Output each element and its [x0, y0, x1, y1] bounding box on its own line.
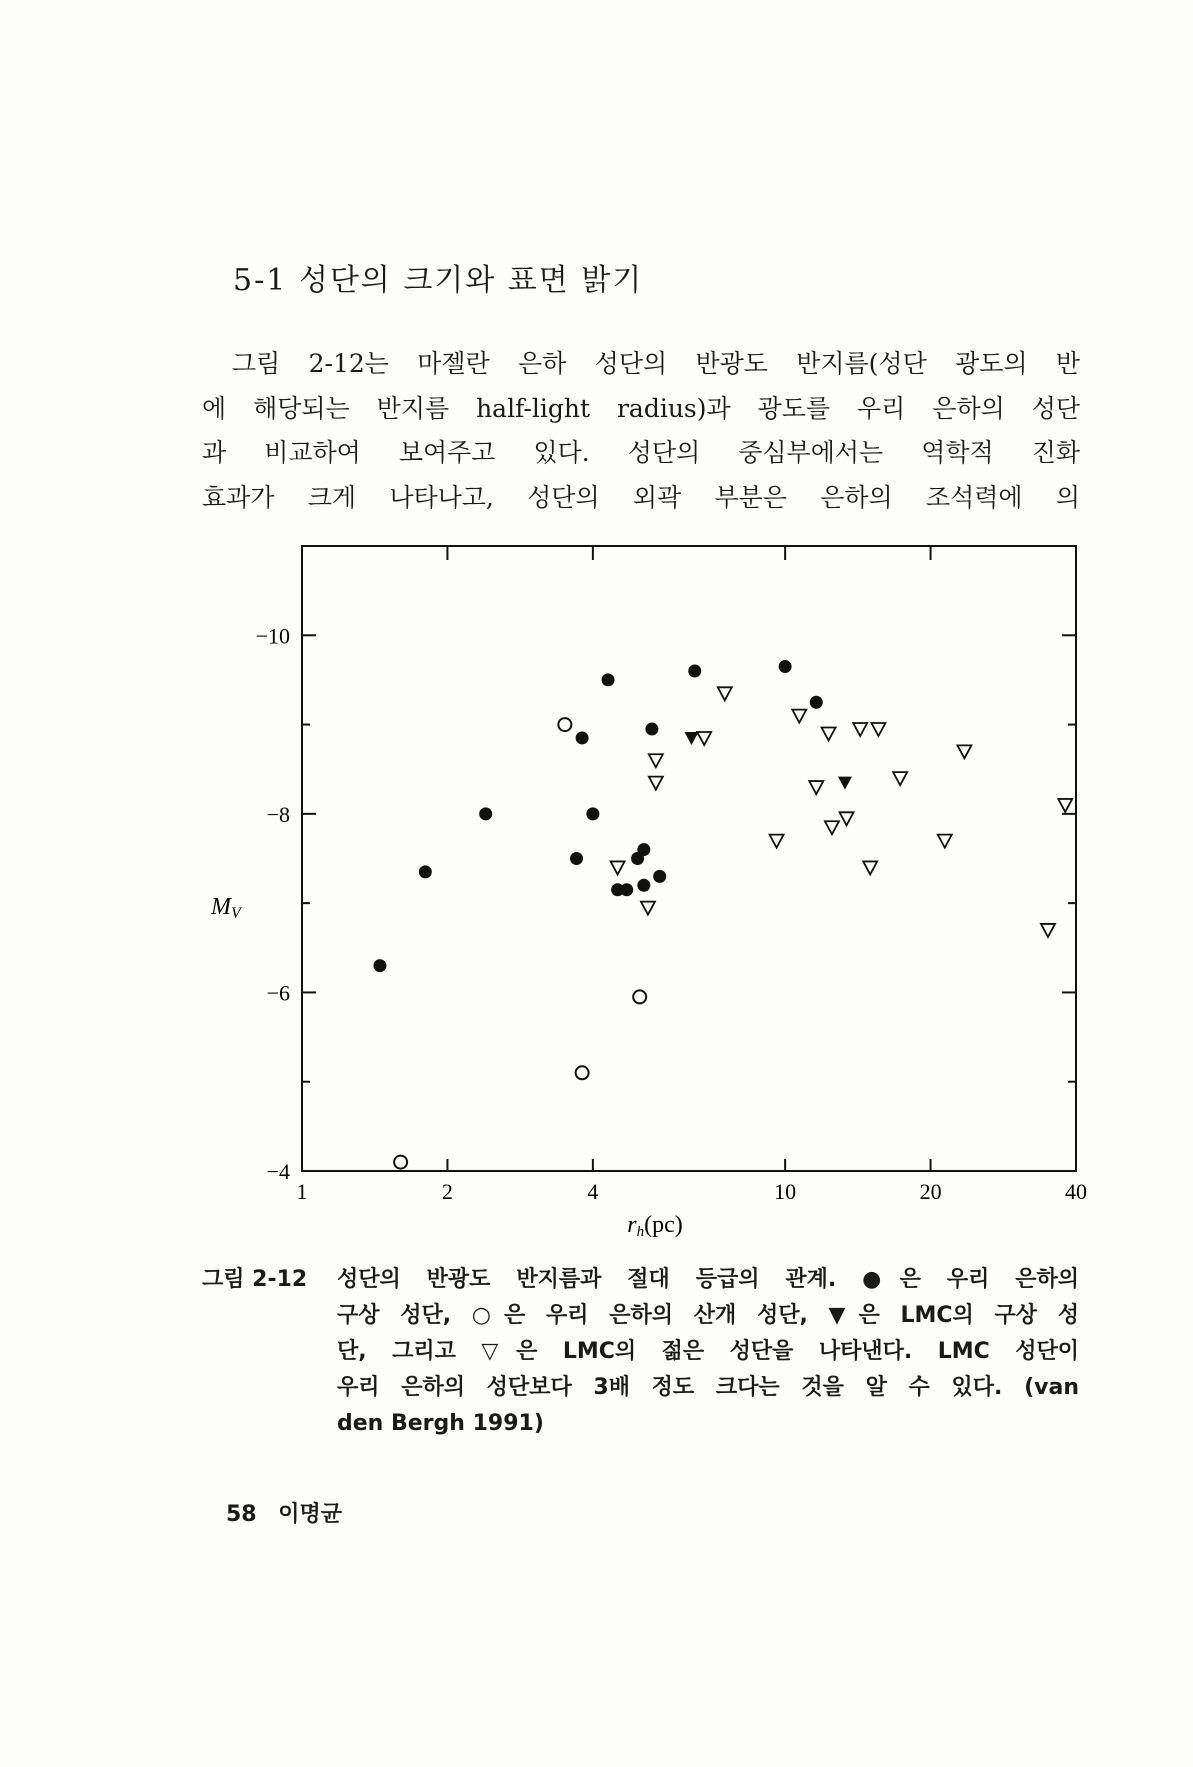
open-triangle-point — [1041, 924, 1055, 937]
y-axis-label-main: M — [211, 894, 231, 920]
y-tick-label: −10 — [255, 623, 290, 649]
open-triangle-point — [840, 812, 854, 825]
x-axis-label-unit: (pc) — [644, 1212, 683, 1238]
filled-circle-point — [653, 870, 666, 883]
filled-circle-point — [645, 723, 658, 736]
filled-circle-point — [602, 673, 615, 686]
caption-line: 단, 그리고 ▽은 LMC의 젊은 성단을 나타낸다. LMC 성단이 — [337, 1339, 1079, 1364]
filled-triangle-point — [684, 732, 698, 745]
filled-circle-point — [479, 807, 492, 820]
paragraph-line: 과 비교하여 보여주고 있다. 성단의 중심부에서는 역학적 진화 — [202, 438, 1080, 467]
open-triangle-point — [938, 835, 952, 848]
open-triangle-point — [641, 902, 655, 915]
caption-line: den Bergh 1991) — [337, 1411, 544, 1436]
open-triangle-point — [718, 687, 732, 700]
x-axis-ticks — [297, 546, 1088, 1204]
open-triangle-point — [649, 754, 663, 767]
open-triangle-point — [957, 745, 971, 758]
caption-line: 구상 성단, ○은 우리 은하의 산개 성단, ▼은 LMC의 구상 성 — [337, 1303, 1079, 1328]
filled-circle-point — [419, 865, 432, 878]
filled-circle-point — [586, 807, 599, 820]
open-triangle-point — [697, 732, 711, 745]
filled-circle-point — [620, 883, 633, 896]
filled-circle-point — [779, 660, 792, 673]
y-axis-ticks — [256, 623, 1076, 1184]
open-triangle-point — [893, 772, 907, 785]
x-axis-label-sub: h — [636, 1224, 645, 1240]
x-tick-label: 4 — [587, 1179, 599, 1204]
filled-circle-point — [637, 879, 650, 892]
x-axis-label-main: r — [627, 1212, 637, 1238]
open-circle-point — [558, 718, 571, 731]
paragraph-line: 그림 2-12는 마젤란 은하 성단의 반광도 반지름(성단 광도의 반 — [232, 349, 1080, 378]
x-tick-label: 2 — [441, 1179, 453, 1204]
open-circle-point — [394, 1156, 407, 1169]
x-axis-label — [627, 1212, 682, 1240]
open-triangle-point — [822, 728, 836, 741]
x-tick-label: 10 — [774, 1179, 797, 1204]
page-number: 58 — [226, 1502, 257, 1527]
caption-line: 우리 은하의 성단보다 3배 정도 크다는 것을 알 수 있다. (van — [337, 1375, 1079, 1400]
open-triangle-point — [649, 777, 663, 790]
filled-circle-point — [373, 959, 386, 972]
open-circle-point — [633, 990, 646, 1003]
x-tick-label: 40 — [1065, 1179, 1087, 1204]
y-tick-label: −4 — [266, 1159, 290, 1184]
open-triangle-point — [809, 781, 823, 794]
filled-circle-point — [810, 696, 823, 709]
open-triangle-point — [792, 710, 806, 723]
section-title: 5-1 성단의 크기와 표면 밝기 — [233, 263, 644, 298]
author-name: 이명균 — [278, 1502, 343, 1527]
caption-line: 성단의 반광도 반지름과 절대 등급의 관계. ●은 우리 은하의 — [337, 1267, 1079, 1292]
plot-frame — [302, 546, 1076, 1171]
filled-circle-point — [688, 665, 701, 678]
y-axis-label-sub: V — [231, 905, 241, 922]
open-triangle-point — [770, 835, 784, 848]
filled-triangle-point — [838, 777, 852, 790]
filled-circle-point — [576, 731, 589, 744]
y-axis-label — [210, 894, 243, 922]
open-triangle-point — [1058, 799, 1072, 812]
open-triangle-point — [853, 723, 867, 736]
paragraph-line: 에 해당되는 반지름 half-light radius)과 광도를 우리 은하의 성단 — [202, 393, 1080, 423]
open-triangle-point — [863, 861, 877, 874]
data-points — [373, 660, 1072, 1169]
figure-number: 그림 2-12 — [202, 1267, 308, 1292]
open-circle-point — [576, 1066, 589, 1079]
open-triangle-point — [611, 861, 625, 874]
filled-circle-point — [570, 852, 583, 865]
filled-circle-point — [637, 843, 650, 856]
open-triangle-point — [825, 821, 839, 834]
y-tick-label: −8 — [266, 801, 290, 827]
y-tick-label: −6 — [266, 980, 290, 1006]
figure-caption — [337, 1262, 1079, 1442]
open-triangle-point — [871, 723, 885, 736]
paragraph-line: 효과가 크게 나타나고, 성단의 외곽 부분은 은하의 조석력에 의 — [202, 482, 1080, 512]
x-tick-label: 20 — [919, 1179, 942, 1204]
x-tick-label: 1 — [296, 1179, 308, 1204]
page-footer — [226, 1497, 356, 1528]
